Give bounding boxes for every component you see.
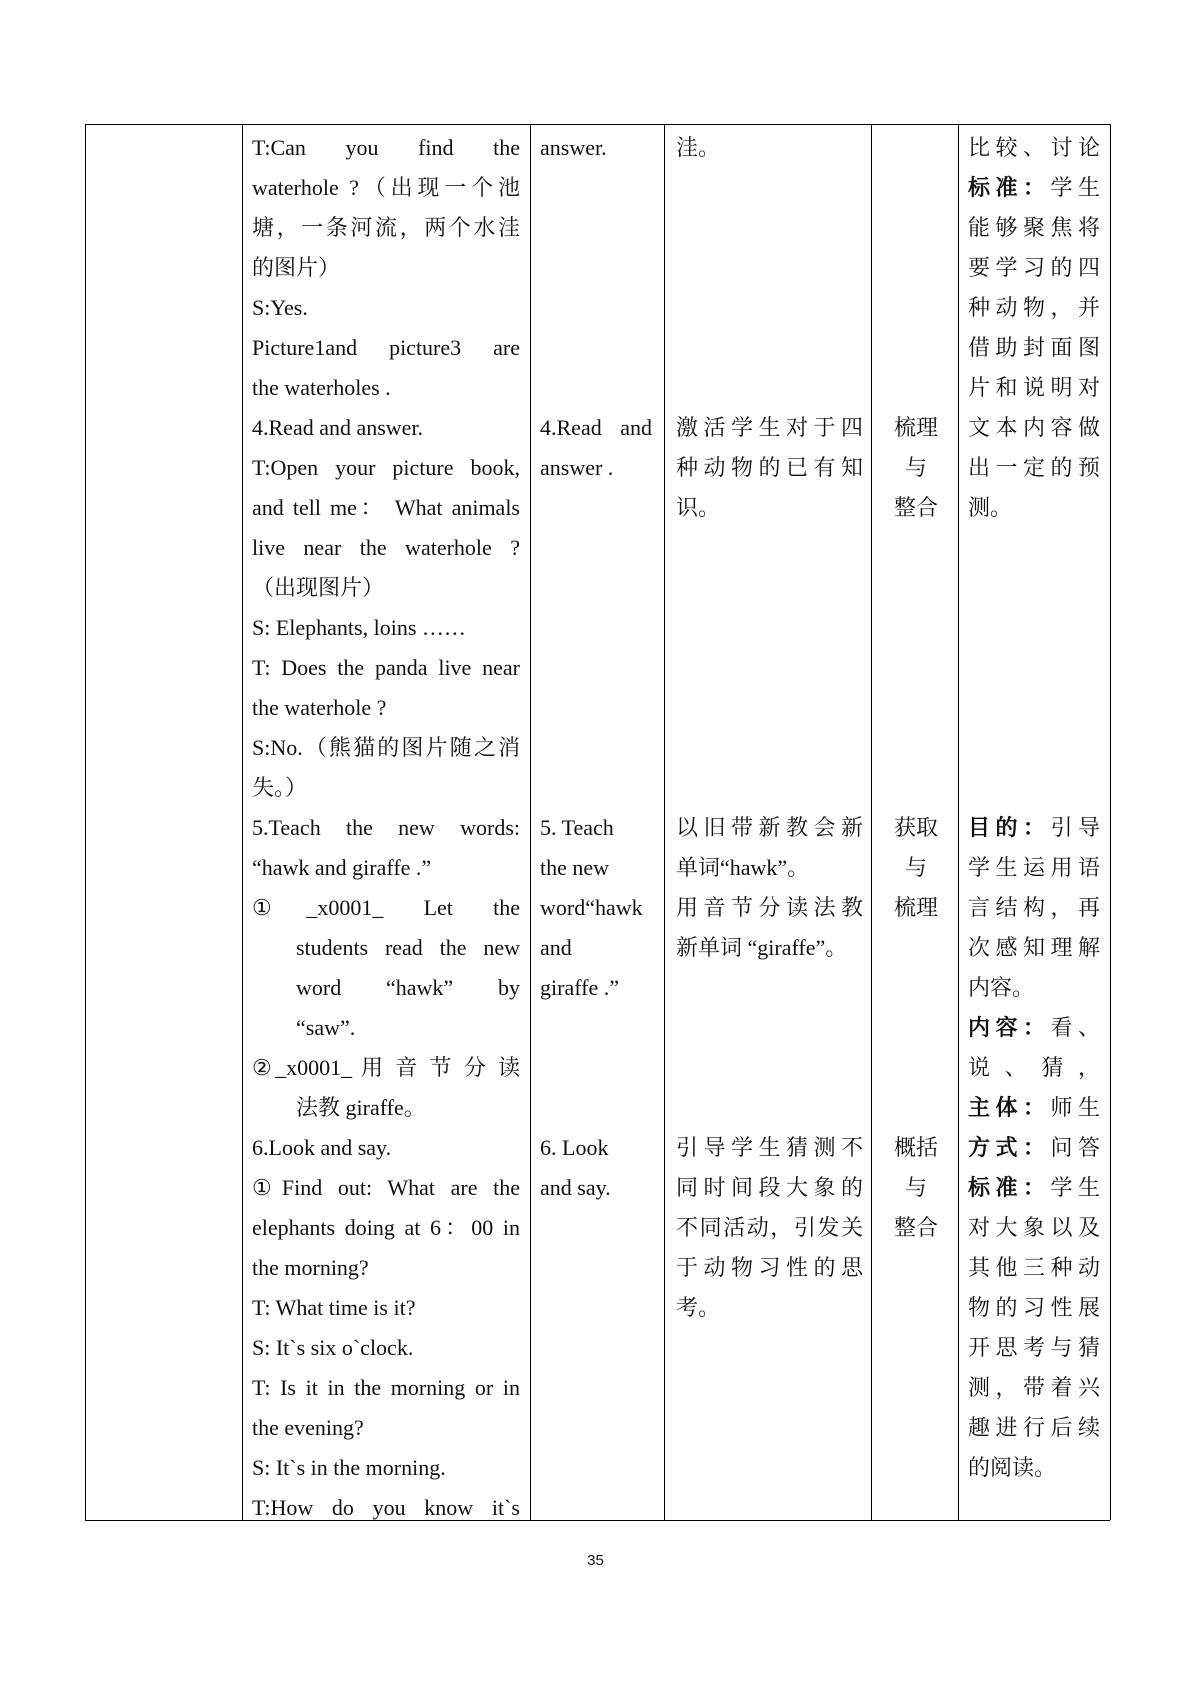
activity-line: “hawk and giraffe .”	[252, 855, 432, 880]
activity-line: 6.Look and say.	[252, 1135, 392, 1160]
intent-line: 不同活动，引发关	[676, 1215, 863, 1240]
level-cell	[876, 1128, 956, 1248]
step-cell	[540, 128, 652, 168]
intent-line: 识。	[676, 495, 721, 520]
activity-line: elephants doing at 6：00 in	[252, 1215, 520, 1240]
intent-line: 同时间段大象的	[676, 1175, 863, 1200]
evaluation-line	[968, 1168, 1100, 1208]
level-line: 获取	[893, 815, 938, 840]
evaluation-text: 开思考与猜	[968, 1335, 1100, 1360]
level-cell	[876, 808, 956, 928]
evaluation-line	[968, 408, 1100, 448]
activity-line: T:How do you know it`s	[252, 1495, 520, 1520]
intent-line: 以旧带新教会新	[676, 815, 863, 840]
evaluation-line	[968, 1448, 1100, 1488]
evaluation-line	[968, 168, 1100, 208]
evaluation-line	[968, 1128, 1100, 1168]
evaluation-line	[968, 248, 1100, 288]
activity-line: 5.Teach the new words:	[252, 815, 520, 840]
evaluation-text: 出一定的预	[968, 455, 1100, 480]
activity-line: S: Elephants, loins ……	[252, 615, 466, 640]
activity-line: 失。）	[252, 775, 308, 800]
col-divider-2	[530, 124, 531, 1520]
level-line: 与	[904, 1175, 927, 1200]
evaluation-text: 能够聚焦将	[968, 215, 1100, 240]
step-line: 6. Look	[540, 1135, 609, 1160]
evaluation-text: 问答	[1050, 1135, 1100, 1160]
evaluation-text: 种动物，并	[968, 295, 1100, 320]
evaluation-text: 引导	[1050, 815, 1100, 840]
evaluation-text: 其他三种动	[968, 1255, 1100, 1280]
evaluation-label: 方式：	[968, 1135, 1051, 1160]
evaluation-text: 学生	[1050, 175, 1100, 200]
intent-cell	[676, 128, 863, 168]
evaluation-line	[968, 208, 1100, 248]
evaluation-text: 要学习的四	[968, 255, 1100, 280]
activity-line: the morning?	[252, 1255, 369, 1280]
evaluation-line	[968, 1368, 1100, 1408]
evaluation-label: 目的：	[968, 815, 1051, 840]
table-border-top	[85, 124, 1110, 125]
intent-cell	[676, 808, 863, 968]
evaluation-line	[968, 1048, 1100, 1088]
activity-line: 塘，一条河流，两个水洼	[252, 215, 520, 240]
activity-line: 的图片）	[252, 255, 341, 280]
evaluation-text: 看、	[1050, 1015, 1100, 1040]
page-number: 35	[587, 1552, 604, 1569]
evaluation-line	[968, 328, 1100, 368]
level-line: 概括	[893, 1135, 938, 1160]
intent-line: 用音节分读法教	[676, 895, 863, 920]
table-border-right	[1110, 124, 1111, 1520]
evaluation-label: 主体：	[968, 1095, 1051, 1120]
activity-line: T: Is it in the morning or in	[252, 1375, 520, 1400]
activity-line: the waterhole ?	[252, 695, 387, 720]
evaluation-line	[968, 488, 1100, 528]
activity-line: ①_x0001_ Let the	[252, 895, 520, 920]
evaluation-cell	[968, 808, 1100, 1488]
step-cell	[540, 1128, 652, 1208]
intent-line: 种动物的已有知	[676, 455, 863, 480]
level-line: 整合	[893, 495, 938, 520]
evaluation-text: 对大象以及	[968, 1215, 1100, 1240]
activity-line: S:Yes.	[252, 295, 308, 320]
evaluation-text: 说、猜，	[968, 1055, 1100, 1080]
intent-cell	[676, 1128, 863, 1328]
evaluation-line	[968, 888, 1100, 928]
evaluation-line	[968, 1088, 1100, 1128]
evaluation-line	[968, 1248, 1100, 1288]
level-line: 整合	[893, 1215, 938, 1240]
step-line: answer .	[540, 455, 614, 480]
evaluation-line	[968, 1328, 1100, 1368]
intent-line: 单词“hawk”。	[676, 855, 810, 880]
level-line: 与	[904, 855, 927, 880]
evaluation-cell	[968, 128, 1100, 528]
activity-line: the evening?	[252, 1415, 364, 1440]
col-divider-1	[242, 124, 243, 1520]
activity-line: the waterholes .	[252, 375, 391, 400]
evaluation-line	[968, 928, 1100, 968]
activity-line: ①Find out: What are the	[252, 1175, 520, 1200]
evaluation-label: 内容：	[968, 1015, 1051, 1040]
intent-line: 考。	[676, 1295, 721, 1320]
table-border-left	[85, 124, 86, 1520]
evaluation-text: 趣进行后续	[968, 1415, 1100, 1440]
activity-line: waterhole ?（出现一个池	[252, 175, 520, 200]
level-line: 梳理	[893, 415, 938, 440]
activity-line: T:Can you find the	[252, 135, 520, 160]
table-border-bottom	[85, 1520, 1110, 1521]
step-line: word“hawk	[540, 895, 643, 920]
activity-line: 4.Read and answer.	[252, 415, 424, 440]
evaluation-line	[968, 1408, 1100, 1448]
evaluation-text: 学生	[1050, 1175, 1100, 1200]
activity-line: S:No.（熊猫的图片随之消	[252, 735, 520, 760]
step-line: answer.	[540, 135, 607, 160]
evaluation-text: 借助封面图	[968, 335, 1100, 360]
evaluation-line	[968, 1008, 1100, 1048]
step-line: the new	[540, 855, 610, 880]
activity-line: （出现图片）	[252, 575, 385, 600]
evaluation-text: 次感知理解	[968, 935, 1100, 960]
activity-line: T:Open your picture book,	[252, 455, 520, 480]
evaluation-line	[968, 128, 1100, 168]
col-divider-5	[958, 124, 959, 1520]
intent-line: 于动物习性的思	[676, 1255, 863, 1280]
evaluation-line	[968, 448, 1100, 488]
level-line: 梳理	[893, 895, 938, 920]
step-cell	[540, 808, 652, 1008]
activity-line: students read the new	[296, 935, 520, 960]
evaluation-text: 文本内容做	[968, 415, 1100, 440]
col-divider-4	[871, 124, 872, 1520]
activity-line: S: It`s six o`clock.	[252, 1335, 414, 1360]
evaluation-line	[968, 1288, 1100, 1328]
intent-line: 新单词 “giraffe”。	[676, 935, 848, 960]
evaluation-text: 内容。	[968, 975, 1035, 1000]
evaluation-text: 测。	[968, 495, 1013, 520]
activities-column	[252, 128, 520, 1528]
intent-cell	[676, 408, 863, 528]
step-line: and say.	[540, 1175, 611, 1200]
intent-line: 洼。	[676, 135, 721, 160]
step-line: 5. Teach	[540, 815, 614, 840]
evaluation-line	[968, 368, 1100, 408]
step-line: giraffe .”	[540, 975, 619, 1000]
level-line: 与	[904, 455, 927, 480]
intent-line: 引导学生猜测不	[676, 1135, 863, 1160]
step-line: and	[540, 935, 572, 960]
activity-line: live near the waterhole ?	[252, 535, 520, 560]
evaluation-text: 的阅读。	[968, 1455, 1057, 1480]
evaluation-text: 片和说明对	[968, 375, 1100, 400]
activity-line: Picture1and picture3 are	[252, 335, 520, 360]
col-divider-3	[664, 124, 665, 1520]
evaluation-label: 标准：	[968, 175, 1051, 200]
evaluation-line	[968, 968, 1100, 1008]
evaluation-line	[968, 288, 1100, 328]
step-line: 4.Read and	[540, 415, 652, 440]
activity-line: 法教 giraffe。	[296, 1095, 426, 1120]
intent-line: 激活学生对于四	[676, 415, 863, 440]
evaluation-line	[968, 808, 1100, 848]
activity-line: ②_x0001_ 用 音 节 分 读	[252, 1055, 520, 1080]
evaluation-text: 师生	[1050, 1095, 1100, 1120]
evaluation-text: 物的习性展	[968, 1295, 1100, 1320]
evaluation-text: 言结构，再	[968, 895, 1100, 920]
evaluation-line	[968, 1208, 1100, 1248]
activity-line: S: It`s in the morning.	[252, 1455, 446, 1480]
evaluation-label: 标准：	[968, 1175, 1051, 1200]
evaluation-text: 测，带着兴	[968, 1375, 1100, 1400]
evaluation-text: 学生运用语	[968, 855, 1100, 880]
evaluation-text: 比较、讨论	[968, 135, 1100, 160]
activity-line: word “hawk” by	[296, 975, 520, 1000]
evaluation-line	[968, 848, 1100, 888]
step-cell	[540, 408, 652, 488]
activity-line: T: What time is it?	[252, 1295, 416, 1320]
activity-line: T: Does the panda live near	[252, 655, 520, 680]
activity-line: “saw”.	[296, 1015, 356, 1040]
level-cell	[876, 408, 956, 528]
activity-line: and tell me： What animals	[252, 495, 520, 520]
